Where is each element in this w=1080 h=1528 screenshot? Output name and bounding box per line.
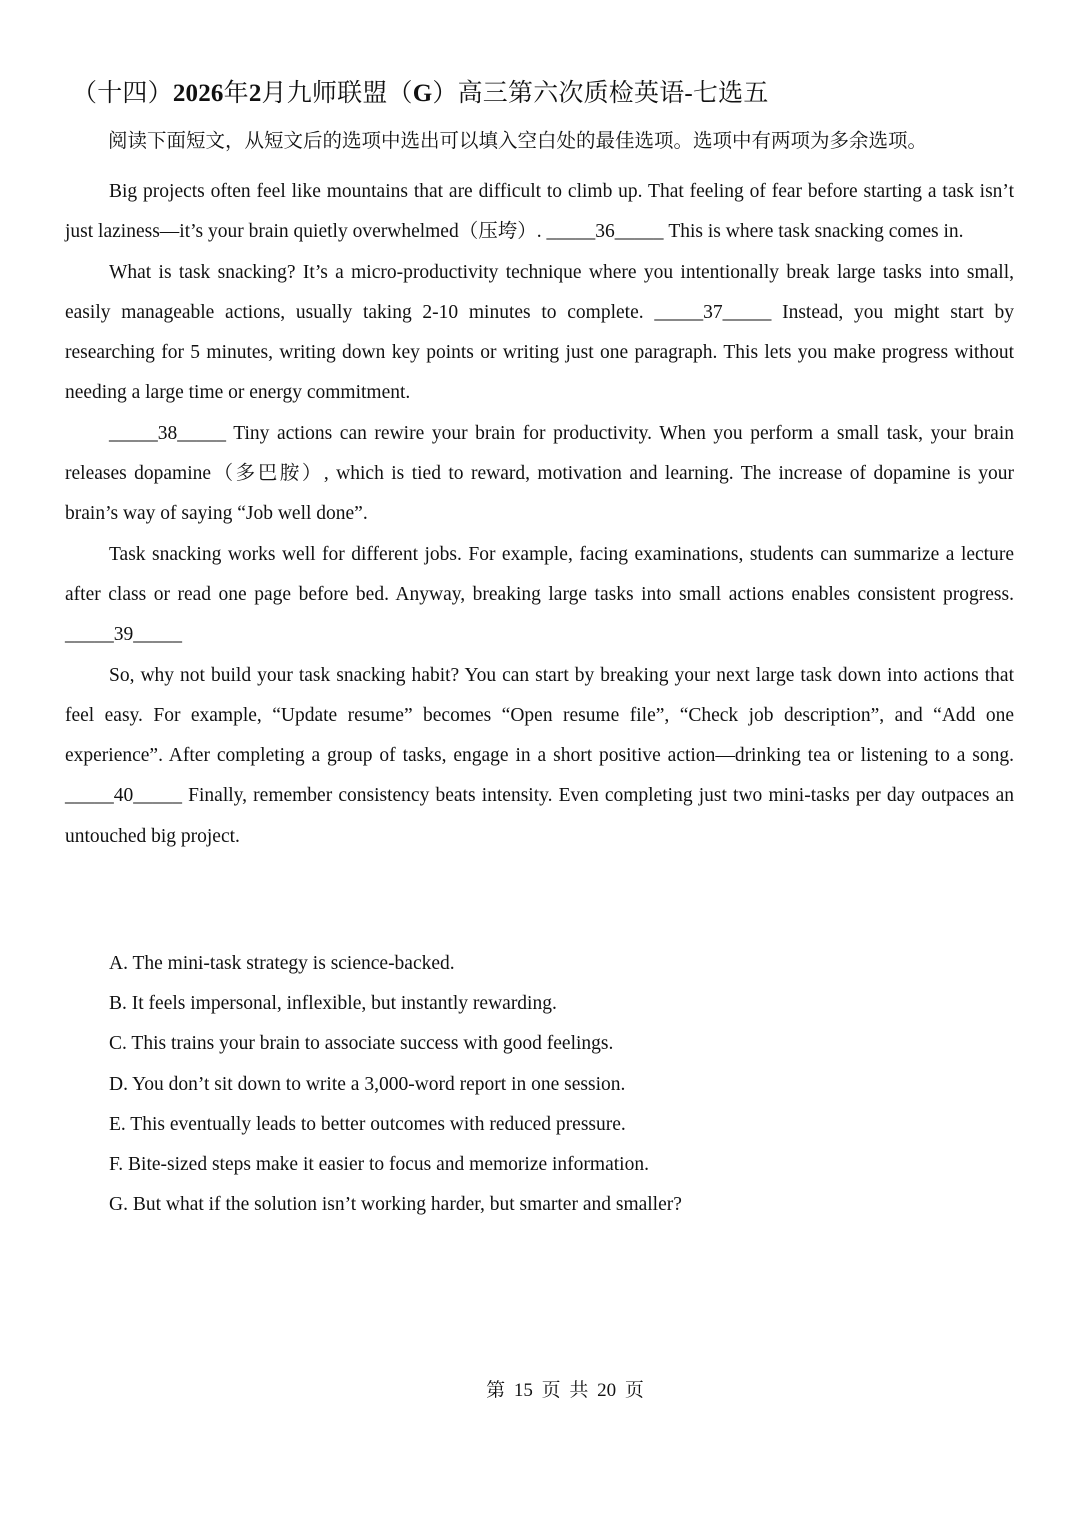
blank-40: _____40_____: [65, 785, 182, 807]
title-year: 2026: [172, 80, 224, 107]
paragraph-5: [65, 656, 1014, 857]
title-rest-1: 月九师联盟（: [261, 80, 413, 107]
paragraph-3-text-after: Tiny actions can rewire your brain for productivity. When you perform a small task, your brain releases dopamine（多巴胺）, which is tied to reward, motivation and learning. The increase of dopamine is your brain’s way of saying “Job well done”.: [65, 422, 1014, 525]
paragraph-2: [65, 253, 1014, 414]
title-month: 2: [248, 80, 262, 107]
option-d: D. You don’t sit down to write a 3,000-word report in one session.: [109, 1073, 626, 1095]
paragraph-4-text-before: Task snacking works well for different jobs. For example, facing examinations, students can summarize a lecture after class or read one page before bed. Anyway, breaking large tasks into small actions enables consistent progress.: [65, 543, 1014, 605]
blank-38: _____38_____: [109, 422, 226, 444]
passage: [65, 172, 1014, 857]
paragraph-2-text-after: Instead, you might start by researching for 5 minutes, writing down key points or writing just one paragraph. This lets you make progress without needing a large time or energy commitment.: [65, 301, 1014, 404]
paragraph-5-text-before: So, why not build your task snacking habit? You can start by breaking your next large task down into actions that feel easy. For example, “Update resume” becomes “Open resume file”, “Check job description”, and “Add one experience”. After completing a group of tasks, engage in a short positive action—drinking tea or listening to a song.: [65, 664, 1014, 767]
option-g: G. But what if the solution isn’t working harder, but smarter and smaller?: [109, 1194, 682, 1216]
options-list: [109, 944, 1009, 1225]
blank-39: _____39_____: [65, 624, 182, 646]
blank-36: _____36_____: [546, 221, 664, 243]
option-b: B. It feels impersonal, inflexible, but instantly rewarding.: [109, 993, 557, 1015]
paragraph-1: [65, 172, 1014, 253]
paragraph-1-text-before: Big projects often feel like mountains that are difficult to climb up. That feeling of fear before starting a task isn’t just laziness—it’s your brain quietly overwhelmed（压垮）.: [65, 181, 1014, 243]
title-year-suffix: 年: [223, 80, 249, 107]
blank-37: _____37_____: [654, 301, 772, 323]
option-e: E. This eventually leads to better outcomes with reduced pressure.: [109, 1113, 626, 1135]
option-c: C. This trains your brain to associate success with good feelings.: [109, 1033, 614, 1055]
paragraph-2-text-before: What is task snacking? It’s a micro-productivity technique where you intentionally break large tasks into small, easily manageable actions, usually taking 2-10 minutes to complete.: [65, 261, 1014, 323]
page-number-footer: 第 15 页 共 20 页: [486, 1380, 644, 1401]
paragraph-4: [65, 535, 1014, 656]
option-a: A. The mini-task strategy is science-backed.: [109, 953, 455, 974]
title-letter: G: [412, 80, 433, 107]
title-prefix: （十四）: [72, 80, 173, 107]
option-f: F. Bite-sized steps make it easier to focus and memorize information.: [109, 1154, 649, 1176]
page-title: [72, 76, 769, 112]
title-rest-2: ）高三第六次质检英语-七选五: [432, 80, 769, 107]
paragraph-1-text-after: This is where task snacking comes in.: [663, 221, 964, 243]
paragraph-5-text-after: Finally, remember consistency beats intensity. Even completing just two mini-tasks per day outpaces an untouched big project.: [65, 785, 1014, 847]
instruction-text: 阅读下面短文，从短文后的选项中选出可以填入空白处的最佳选项。选项中有两项为多余选项。: [108, 131, 928, 152]
paragraph-3: [65, 414, 1014, 535]
